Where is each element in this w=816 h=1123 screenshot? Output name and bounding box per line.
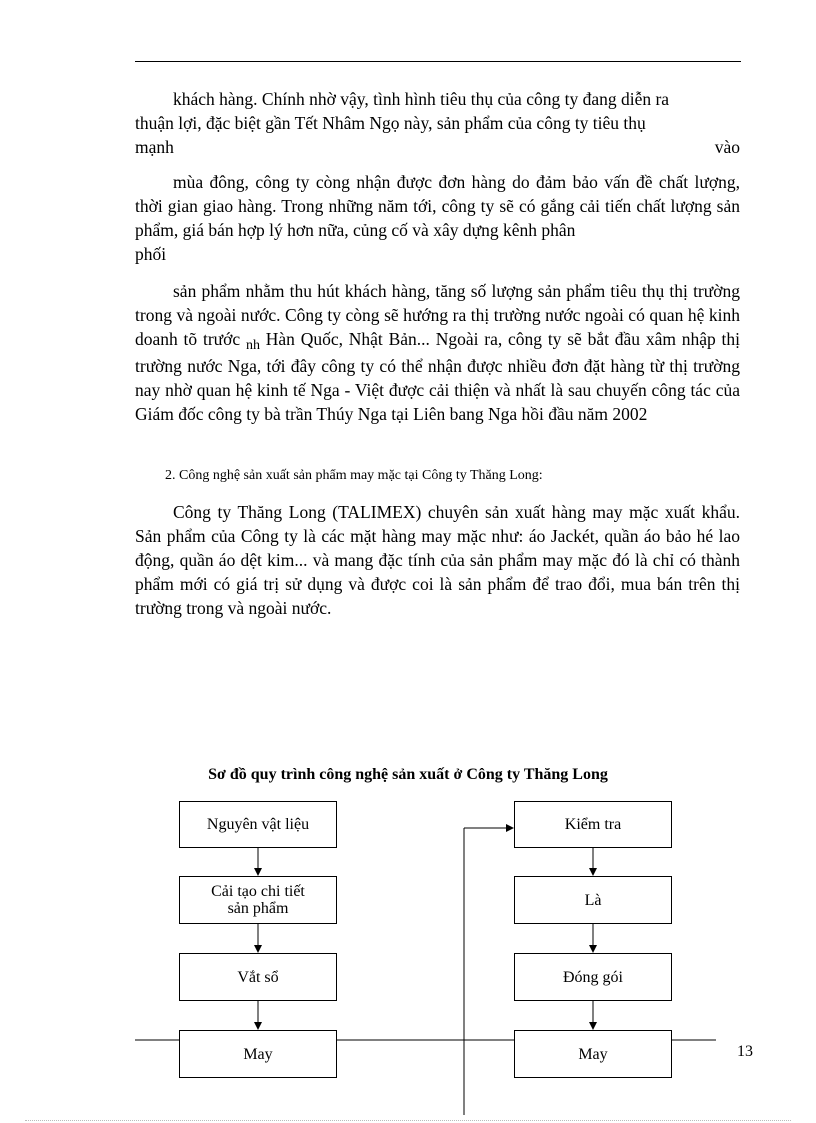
diagram-title: Sơ đồ quy trình công nghệ sản xuất ở Công ty Thăng Long: [208, 766, 608, 783]
page-number: 13: [737, 1043, 753, 1060]
section-heading: 2. Công nghệ sản xuất sản phẩm may mặc tại Công ty Thăng Long:: [165, 468, 543, 483]
box-vat-so: Vắt sổ: [179, 953, 337, 1001]
box-dong-goi: Đóng gói: [514, 953, 672, 1001]
footer-dotted-rule: [25, 1120, 791, 1121]
paragraph-3: sản phẩm nhằm thu hút khách hàng, tăng số lượng sản phẩm tiêu thụ thị trường trong và ngoài nước. Công ty còng sẽ hướng ra thị trường nước ngoài có quan hệ kinh doanh tõ trước $_{nh}$ Hàn Quốc, Nhật Bản... Ngoài ra, công ty sẽ bắt đầu xâm nhập thị trường nước Nga, tới đây công ty có thể nhận được nhiều đơn đặt hàng từ thị trường nay nhờ quan hệ kinh tế Nga - Việt được cải thiện và nhất là sau chuyến công tác của Giám đốc công ty bà trần Thúy Nga tại Liên bang Nga hồi đầu năm 2002: [135, 281, 741, 424]
paragraph-1-last-line: mạnh vào: [135, 137, 740, 157]
box-kiem-tra: Kiểm tra: [514, 801, 672, 848]
box-cai-tao-chi-tiet: Cải tạo chi tiết sản phẩm: [179, 876, 337, 924]
paragraph-1: khách hàng. Chính nhờ vậy, tình hình tiêu thụ của công ty đang diễn ra thuận lợi, đặc biệt gần Tết Nhâm Ngọ này, sản phẩm của công ty tiêu thụ: [135, 89, 670, 133]
box-la: Là: [514, 876, 672, 924]
box-may-right: May: [514, 1030, 672, 1078]
box-may-left: May: [179, 1030, 337, 1078]
paragraph-4: Công ty Thăng Long (TALIMEX) chuyên sản xuất hàng may mặc xuất khẩu. Sản phẩm của Công ty là các mặt hàng may mặc như: áo Jackét, quần áo bảo hé lao động, quần áo dệt kim... và mang đặc tính của sản phẩm may mặc đó là chỉ có thành phẩm mới có giá trị sử dụng và được coi là sản phẩm để trao đổi, mua bán trên thị trường trong và ngoài nước.: [135, 502, 740, 618]
paragraph-2: mùa đông, công ty còng nhận được đơn hàng do đảm bảo vấn đề chất lượng, thời gian giao hàng. Trong những năm tới, công ty sẽ có gắng cải tiến chất lượng sản phẩm, giá bán hợp lý hơn nữa, củng cố và xây dựng kênh phân phối: [135, 172, 740, 264]
box-nguyen-vat-lieu: Nguyên vật liệu: [179, 801, 337, 848]
